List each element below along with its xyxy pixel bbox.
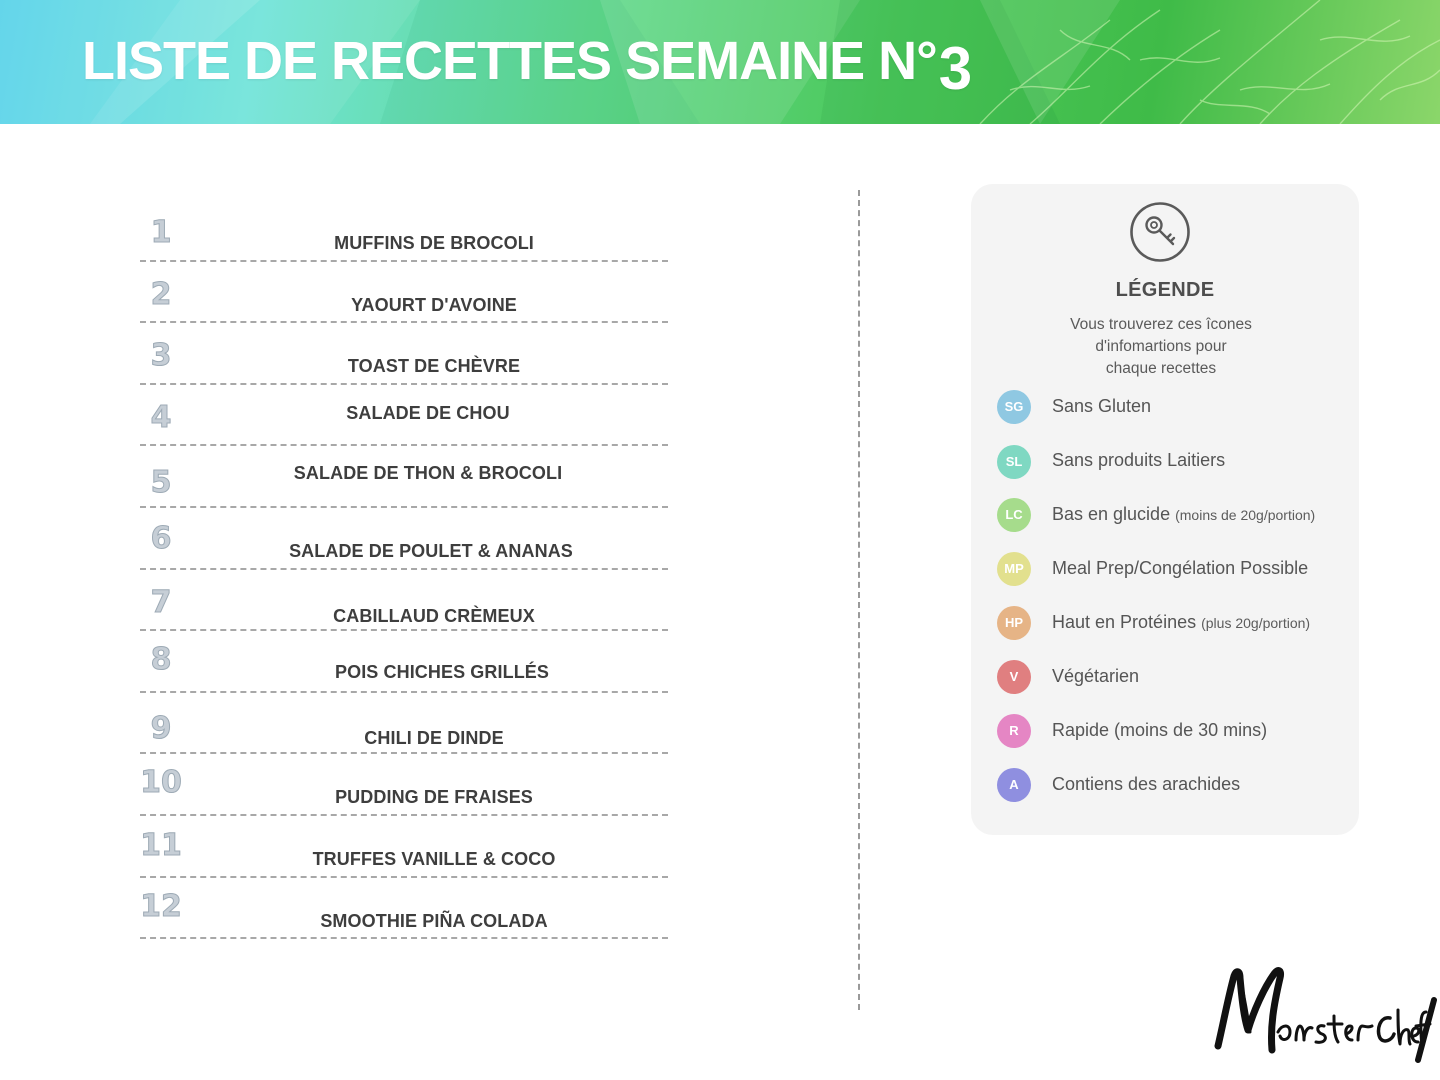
quick-badge-icon: R: [997, 714, 1031, 748]
recipe-name: TRUFFES VANILLE & COCO: [312, 848, 556, 869]
recipe-row: [140, 693, 668, 755]
recipe-number: 11: [140, 827, 182, 863]
recipe-name: POIS CHICHES GRILLÉS: [334, 662, 550, 683]
legend-label-text: Contiens des arachides: [1052, 774, 1241, 794]
recipe-name: TOAST DE CHÈVRE: [347, 356, 521, 377]
legend-label: [1052, 450, 1225, 471]
legend-description-line: chaque recettes: [1105, 360, 1217, 377]
legend-item-quick: [997, 713, 1357, 767]
recipe-row: [140, 200, 668, 262]
legend-item-dairy-free: [997, 443, 1357, 497]
legend-items: [997, 389, 1357, 821]
recipe-number: 5: [150, 465, 172, 501]
recipe-name: PUDDING DE FRAISES: [335, 787, 533, 808]
recipe-name: SMOOTHIE PIÑA COLADA: [320, 910, 548, 931]
legend-item-high-protein: [997, 605, 1357, 659]
recipe-name: YAOURT D'AVOINE: [351, 294, 517, 315]
recipe-number: 10: [140, 765, 182, 801]
header-banner: [0, 0, 1440, 124]
legend-label: [1052, 612, 1310, 633]
legend-label-text: Haut en Protéines: [1052, 612, 1197, 632]
dairy-free-badge-icon: SL: [997, 445, 1031, 479]
recipe-row: [140, 570, 668, 632]
legend-label-text: Sans produits Laitiers: [1052, 450, 1226, 470]
recipe-row: [140, 262, 668, 324]
recipe-number: 12: [140, 888, 182, 924]
legend-title: LÉGENDE: [1115, 279, 1215, 301]
low-carb-badge-icon: LC: [997, 498, 1031, 532]
page-title-text: LISTE DE RECETTES SEMAINE N°: [82, 31, 937, 91]
recipe-number: 2: [150, 276, 172, 312]
recipe-number: 6: [150, 520, 172, 556]
recipe-name: CHILI DE DINDE: [364, 727, 504, 748]
recipe-number: 8: [150, 642, 172, 678]
legend-label-text: Rapide (moins de 30 mins): [1052, 720, 1268, 740]
recipe-list: [140, 200, 668, 939]
recipe-number: 7: [150, 584, 172, 620]
legend-label-text: Végétarien: [1052, 666, 1140, 686]
legend-description-line: d'infomartions pour: [1095, 338, 1227, 355]
recipe-row: [140, 878, 668, 940]
monster-chef-logo: [1212, 960, 1437, 1072]
recipe-row: [140, 631, 668, 693]
vegetarian-badge-icon: V: [997, 660, 1031, 694]
recipe-row: [140, 508, 668, 570]
legend-description: [1031, 314, 1291, 380]
recipe-name: SALADE DE CHOU: [346, 402, 510, 423]
recipe-name: CABILLAUD CRÈMEUX: [333, 605, 535, 626]
legend-label-note: (moins de 20g/portion): [1175, 507, 1316, 523]
legend-label: [1052, 558, 1308, 579]
recipe-number: 3: [150, 338, 172, 374]
legend-card: [971, 184, 1359, 835]
legend-label: [1052, 774, 1240, 795]
recipe-number: 1: [150, 215, 172, 250]
high-protein-badge-icon: HP: [997, 606, 1031, 640]
recipe-row: [140, 323, 668, 385]
legend-label: [1052, 504, 1315, 525]
gluten-free-badge-icon: SG: [997, 390, 1031, 424]
legend-label: [1052, 720, 1267, 741]
week-number: 3: [938, 35, 972, 102]
legend-item-low-carb: [997, 497, 1357, 551]
meal-prep-badge-icon: MP: [997, 552, 1031, 586]
legend-label-text: Bas en glucide: [1052, 504, 1171, 524]
key-icon: [1129, 201, 1191, 263]
legend-label-text: Meal Prep/Congélation Possible: [1052, 558, 1309, 578]
legend-item-peanuts: [997, 767, 1357, 821]
recipe-name: SALADE DE POULET & ANANAS: [289, 540, 573, 561]
legend-item-meal-prep: [997, 551, 1357, 605]
legend-description-line: Vous trouverez ces îcones: [1070, 316, 1252, 333]
peanuts-badge-icon: A: [997, 768, 1031, 802]
recipe-row: [140, 754, 668, 816]
recipe-name: SALADE DE THON & BROCOLI: [293, 463, 563, 484]
legend-item-vegetarian: [997, 659, 1357, 713]
legend-label: [1052, 666, 1139, 687]
recipe-number: 9: [150, 710, 172, 746]
recipe-row: [140, 816, 668, 878]
legend-item-gluten-free: [997, 389, 1357, 443]
recipe-row: [140, 385, 668, 447]
recipe-row: [140, 446, 668, 508]
recipe-name: MUFFINS DE BROCOLI: [334, 233, 534, 253]
legend-label-text: Sans Gluten: [1052, 396, 1152, 416]
page-title: [82, 30, 971, 103]
column-divider: [858, 190, 860, 1010]
legend-label-note: (plus 20g/portion): [1201, 615, 1311, 631]
legend-label: [1052, 396, 1151, 417]
recipe-number: 4: [150, 399, 172, 435]
